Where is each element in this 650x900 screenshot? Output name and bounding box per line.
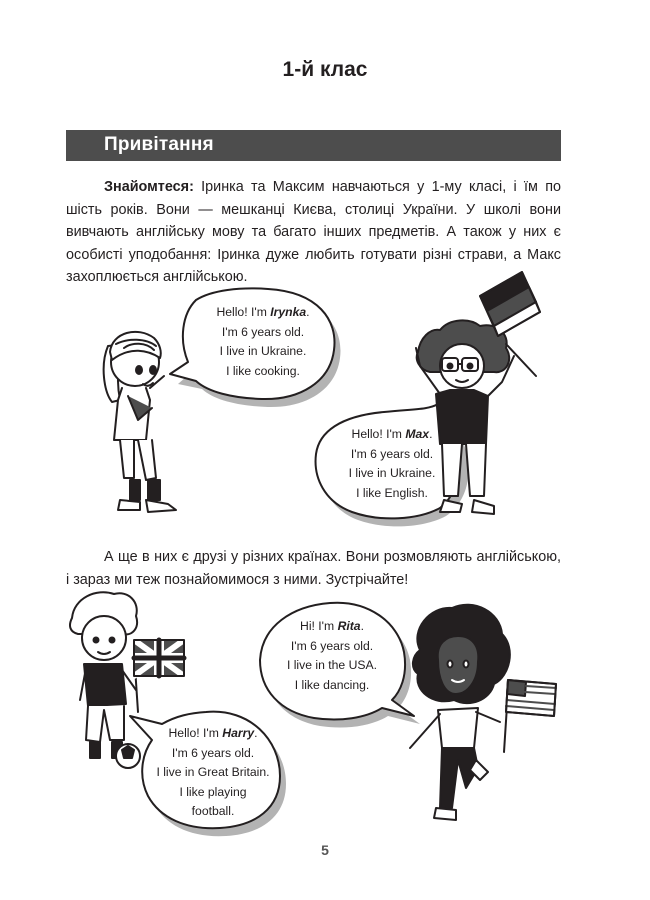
friends-paragraph: А ще в них є друзі у різних країнах. Вони розмовляють англійською, і зараз ми теж познайомимося з ними. Зустрічайте! bbox=[66, 549, 561, 588]
character-name: Harry bbox=[222, 726, 255, 740]
bubble-line: I like dancing. bbox=[294, 677, 370, 692]
irynka-illustration bbox=[104, 332, 176, 512]
character-name: Rita bbox=[337, 619, 361, 633]
bubble-text-max bbox=[320, 425, 464, 503]
bubble-line: I live in Great Britain. bbox=[156, 765, 270, 780]
bubble-text-irynka bbox=[196, 303, 330, 381]
bubble-line: I like playing bbox=[179, 784, 247, 799]
character-name: Max bbox=[405, 427, 430, 441]
character-name: Irynka bbox=[270, 305, 307, 319]
bubble-line: I'm 6 years old. bbox=[171, 745, 255, 760]
bubble-line: I'm 6 years old. bbox=[290, 638, 374, 653]
bubble-text-harry bbox=[146, 724, 280, 822]
page-title: 1-й клас bbox=[282, 58, 368, 81]
harry-illustration bbox=[70, 592, 140, 768]
bubble-greeting: Hello! I'm Irynka. bbox=[216, 305, 310, 319]
bubble-line: I like cooking. bbox=[226, 363, 300, 378]
bubble-line: I'm 6 years old. bbox=[221, 324, 305, 339]
bubble-line: I'm 6 years old. bbox=[350, 446, 434, 461]
bubble-greeting: Hello! I'm Max. bbox=[351, 427, 433, 441]
intro-label: Знайомтеся: bbox=[104, 179, 194, 195]
section-title: Привітання bbox=[104, 134, 214, 155]
page-number: 5 bbox=[321, 842, 329, 858]
intro-text: Іринка та Максим навчаються у 1-му класі, і їм по шість років. Вони — мешканці Києва, столиці України. У школі вони вивчають англійську мову та багато інших предметів. А також у них є особисті уподобання: Іринка дуже любить готувати різні страви, а Макс захоплюється англійською. bbox=[66, 179, 561, 286]
rita-illustration bbox=[410, 605, 510, 820]
uk-flag-icon bbox=[134, 640, 184, 676]
bubble-text-rita bbox=[262, 617, 402, 695]
bubble-line: I like English. bbox=[356, 485, 428, 500]
bubble-line: I live in Ukraine. bbox=[219, 344, 307, 359]
bubble-greeting: Hi! I'm Rita. bbox=[300, 619, 364, 633]
bubble-line: I live in Ukraine. bbox=[348, 466, 436, 481]
us-flag-icon bbox=[506, 680, 556, 716]
bubble-line: I live in the USA. bbox=[286, 658, 378, 673]
bubble-line: football. bbox=[191, 804, 235, 819]
bubble-greeting: Hello! I'm Harry. bbox=[168, 726, 258, 740]
